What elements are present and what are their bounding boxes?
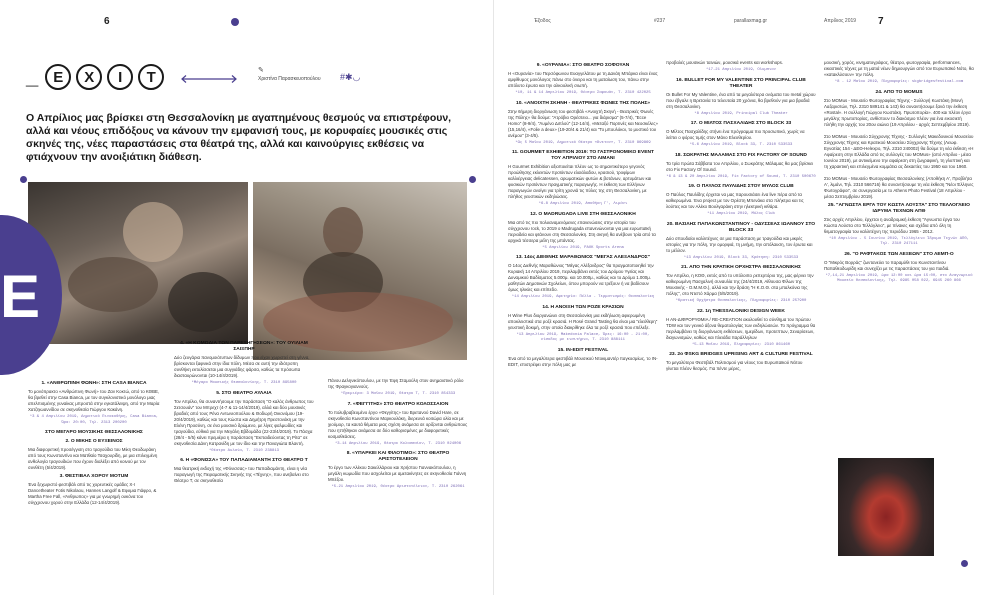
event-body: Μια διαφορετική προσέγγιση στο τραγούδια του Μίκη Θεοδωράκη από τους Κωνσταντίνο και Ματθαίο Τσαχουρίδη, με μια επιλεγμένη ανθολογία τραγουδιών που έχουν διαλέξει από κοινού με τον συνθέτη (5/4/2019). xyxy=(28,447,158,470)
event-title: 18. ΣΩΚΡΑΤΗΣ ΜΑΛΑΜΑΣ ΣΤΟ FIX FACTORY OF SOUND xyxy=(675,152,807,158)
decorative-e-glyph: E xyxy=(0,263,41,330)
event-title: 25. "ΑΓΝΩΣΤΑ ΕΡΓΑ ΤΟΥ ΚΩΣΤΑ ΛΟΥΣΤΑ" ΣΤΟ ΤΕΛΛΟΓΛΕΙΟ ΙΔΡΥΜΑ ΤΕΧΝΩΝ ΑΠΘ xyxy=(828,202,970,214)
event-title: 23. 2ο ΦSKG BRIDGES UPRISING ART & CULTURE FESTIVAL xyxy=(669,352,813,357)
event-body: Στην 6ήμερη διοργάνωση του φεστιβάλ «Ανοιχτή Σκηνή - Θεατρικές Φωνές της Πόλης» θα δούμε: "Ατρόβιο Ορέστειο... για διάρισμα" (5-7/4), "Ecce Homo" (8-9/4), "Λυμένο Διπλού" (12-14/4), «Μεταξύ Πορτινές και Νεοσκέλες» (15,16/4), «Folie a deux» (19-20/4 & 21/4) και "Το μπουλόκοι, το μυστικό του ανέμου" (3-4/5). xyxy=(508,108,658,138)
photo-marker-left xyxy=(20,176,27,183)
event-title: 8. «ΥΠΑΡΚΕΙ ΚΑΙ ΦΙΛΟΤΙΜΟ»: ΣΤΟ ΘΕΑΤΡΟ ΑΡΙΣΤΟΤΕΛΕΙΟΝ xyxy=(346,451,450,462)
pen-icon: ✎ xyxy=(258,67,264,74)
issue-date: Απρίλιος 2019 xyxy=(824,18,857,24)
event-body: Η ΑΝ-ΔΙΦΡΟΡΥΘΜΙΑ / RE-CREATION ακολουθεί το σύνθημα του πρώτου TDW και τον γενικό άξονα θεματολογίας των εκδηλώσεών. Το πρόγραμμα θα περιλαμβάνει τη διοργάνωση εκθέσεων, ημερίδων, προτεπτων, Σεναρίσεων, διαγωνισμών, καθώς και πλειάδα παράλληλων xyxy=(666,316,816,340)
double-arrow-icon xyxy=(180,75,238,83)
event-body: Το μονόπρακτο «Ανθρώπινη Φωνή» του Ζαν Κοκτώ, από το ΚΘΒΕ, θα βρεθεί στην Casa Bianca, με τον συγκλονιστικό μονόλογο μιας απελπισμένης γυναίκας μπροστά στην εγκατάλειψη, από την Μαρία Χατζηιωαννίδου σε σκηνοθεσία Γιώργου Κακάνη. xyxy=(28,389,160,412)
event-meta: *14 Απριλίου 2019, Αφετηρία: Πέλλα - Τερματισμός: Θεσσαλονίκη xyxy=(511,295,655,299)
event-body: Ο Παύλος Παυλίδης έρχεται να μας παρουσιάσει ένα live πέρα από τα καθιερωμένα. Ένα project με τον Ορέστη Μπενάκα στα πλήκτρα και τις λούπες και τον Αλέκο Βουλγαράκη στην ηλεκτρική κιθάρα. xyxy=(666,192,804,209)
event-body: Μια από τις πιο πολυαναμενόμενες επανενώσεις στην ιστορία του σύγχρονου rock, το 2019 ο Madrugada επανενώνονται για μια ευρωπαϊκή περιοδεία και φτάνουν στη Θεσσαλονίκη. Στη σκηνή θα ανέβουν τρία από τα αρχικά τέσσερα μέλη της μπάντας. xyxy=(508,219,656,243)
event-meta: *5-21 Απριλίου 2019, Θέατρο Αριστοτέλειον, Τ. 2310 262061 xyxy=(331,485,465,489)
event-body: Δύο σπουδαίοι καλλιτέχνες σε μια παράσταση με τραγούδια και μικρές ιστορίες για την πόλη, την ομορφιά, τη μνήμη, την απόλαυση, τον έρωτα και το μέλλον. xyxy=(666,235,813,253)
page-end-marker xyxy=(961,560,968,567)
event-body: Τον Απρίλιο, θα συναντήσουμε την παράσταση "Ο καλός άνθρωπος του Σετσουάν" του Μπρεχτ (4-7 & 11-14/4/2019), αλλά και δύο μουσικές βραδιές από τους Ρένα Αντωνιοπούλου & Θοδωρή Οικονόμου (19-20/4/2019), καθώς και τους Κώστα και Δημήτρη Πρεστονάκη με την Ελένη Προσύνη, σε ένα μουσικό δρώμενο, με λίγες φαλμωδίες και τραγούδια, εύθικά για την Μεγάλη Εβδομάδα (22-23/4/2019). Το Πάσχα (28/4 - 5/5) κάνει πρεμιέρα η παράσταση "Εκπαιδεύοντας τη Ρίτα" σε σκηνοθεσία Δάνη Κατρανίδη με τον ίδιο και την Παναγιώτα Βλαντή. xyxy=(174,398,314,446)
event-title: ΣΤΟ ΜΕΓΑΡΟ ΜΟΥΣΙΚΗΣ ΘΕΣΣΑΛΟΝΙΚΗΣ xyxy=(45,430,143,435)
event-meta: *5-6 Απριλίου 2019, Block 33, Τ. 2310 533533 xyxy=(689,143,793,147)
theatre-photo-woman xyxy=(253,182,467,360)
event-body: Οι Bullet For My Valentine, ένα από τα μεγαλύτερα ονόματα του metal χώρου που έβγαλε η Βρετανία τα τελευταία 20 χρόνια, θα βρεθούν για μια βραδιά στη Θεσσαλονίκη. xyxy=(666,91,816,109)
section-label: Έξοδος xyxy=(534,18,551,24)
concert-photo xyxy=(838,458,934,556)
event-body: Το πολυβραβευμένο έργο «Φεγγίτης» του Βρετανού David Hare, σε σκηνοθεσία Κωνσταντίνου Μαρκουλάκη, διερευνά κοιτώρα ολία και με χιούμορ, τα καυτά θέματα μιας σχέση ανάμεσα σε ορίζονται ανθρώπους που ηττήθηκαν ανάμεσα σε δύο καθορισμένες με διαφορετικές κοσμοθεάσεις. xyxy=(328,409,468,439)
event-body: Ο Μίλτος Πασχαλίδης στήνει ένα πρόγραμμα πιο προσωπικό, χωρίς να λείπει ο φόρος τιμής στον Μάνο Ελευθερίου. xyxy=(666,129,805,140)
event-meta: *3-14 Απριλίου 2019, Θέατρο Κολοσσαίον, Τ. 2310 024006 xyxy=(334,441,462,446)
right-column-3 xyxy=(824,60,974,289)
event-body: Το έργο των Αλέκου Σακελλάριου και Χρήστου Γιαννακόπουλου, η μεγάλη κωμωδία που ασχολείται με αμετακίνητες σε σκηνοθεσία Γιάννη Μπέζου. xyxy=(328,465,467,482)
intro-paragraph: Ο Απρίλιος μας βρίσκει στη Θεσσαλονίκη με αγαπημένους θεσμούς να επιστρέφουν, αλλά και νέους επιδόξους να κάνουν την εμφανισή τους, με κορυφαίες μουσικές στις σκηνές της, νέες παραστάσεις στα θέατρά της, αλλά και καινούργιες εκθέσεις να φτιάχνουν την ανοιξιάτικη διάθεση. xyxy=(26,112,452,163)
event-meta: *Θέατρο Αυλαία, Τ. 2310 238813 xyxy=(208,448,280,453)
event-title: 26. "Ο ΡΑΦΤΑΚΟΣ ΤΩΝ ΛΕΞΕΩΝ" ΣΤΟ ΛΕΜΠ-Ο xyxy=(844,251,954,257)
left-column-2 xyxy=(174,338,314,486)
exit-letter-i: I xyxy=(107,64,133,90)
site-url: parallaxmag.gr xyxy=(734,18,768,24)
event-title: 9. «ΟΥΡΑΝΙΑ»: ΣΤΟ ΘΕΑΤΡΟ ΣΟΦΟΥΑΝ xyxy=(536,63,630,68)
exit-letter-x: X xyxy=(76,64,102,90)
event-meta: *5-13 Μαΐου 2019, Πληροφορίες: 2310 861460 xyxy=(691,342,791,347)
event-body: Το μεγαλύτερο Φεστιβάλ Πολιτισμού για νέους του Ευρωπαϊκού Νότου γίνεται πλέον θεσμός. Για πέντε μέρες, xyxy=(666,360,803,371)
event-body: Στις αρχές Απριλίου, έρχεται η αναδρομική έκθεση "Άγνωστα έργα του Κώστα Λούστα στο Τελλόγλειο", με πίνακες και σχέδια από όλη τη θεματογραφία του καλλιτέχνη της περιόδου 1965 - 2012. xyxy=(824,216,960,234)
event-body: Στο MOMus - Μουσείο Φωτογραφίας Τέχνης - Συλλογή Κωστάκη (Μονή Λαζαριστών, Τηλ. 2310 589141 & 143) θα συναντήσουμε ξανά την έκθεση «Rostal». Η συλλογή Γιώργου Κωστάκη. Πρωτοπορία». 400 και πλέον έργα μεγάλης πρωτοπορίας, ανθίστουν το διακόσμιο πλέον για ένα εικοσιετή πλήθη την αρχής του 20ου αιώνα (19 Απριλίου - αρχές Σεπτεμβρίου 2019). Στο MOMus - Μουσείο Σύγχρονης Τέχνης - Συλλογές Μακεδονικού Μουσείου Σύγχρονης Τέχνης και Κρατικού Μουσείου Σύγχρονης Τέχνης (Λεωφ. Εγνατίας 154 - ΔΕΘ-Helexpo, Τηλ. 2310 240002) θα δούμε τη νέα έκθεση «Η Αφαίρεση στην Ελλάδα από τις συλλογές του MOMus» (από Απρίλιο - μέσα Ιουνίου 2019), με αντικείμενο την αφαίρεση στη ζωγραφική, τη γλυπτική και τη χαρακτική και επιλεγμένα κομμάτια ας δεκαετίες του 1950 και του 1960. Στο MOMus - Μουσείο Φωτογραφίας Θεσσαλονίκης (Αποθήκη Α', Προβλήτα Α', λιμάνι, Τηλ. 2310 566716) θα συναντήσουμε τη νέα έκθεση "Νέοι Έλληνες Φωτογράφοι", σε συνεργασία με το Athens Photo Festival (18 Απριλίου - μέσα Σεπτεμβρίου 2019). xyxy=(824,97,974,199)
event-title: 17. Ο ΜΙΛΤΟΣ ΠΑΣΧΑΛΙΔΗΣ ΣΤΟ BLOCK 33 xyxy=(690,121,792,126)
right-page-number: 7 xyxy=(878,16,884,27)
event-body: Τα τρία πρώτα Σάββατα του Απριλίου, ο Σωκράτης Μάλαμας θα μας βρίσκει στο Fix Factory Of Sound. xyxy=(666,160,814,172)
event-title: 20. ΒΑΣΙΛΗΣ ΠΑΠΑΚΩΝΣΤΑΝΤΙΝΟΥ - ΟΔΥΣΣΕΑΣ ΙΩΑΝΝΟΥ ΣΤΟ BLOCK 33 xyxy=(666,221,816,233)
event-title: 24. ΑΠΟ ΤΟ MOMUS xyxy=(875,89,923,95)
event-body: Η Wine Plus διοργανώνει στη Θεσσαλονίκη μια εκδήλωση αφιερωμένη αποκλειστικά στα ροζέ κρασιά. Η Rosé Grand Tasting θα είναι μια "ελεύθερη" γευστική δοκιμή, στην οποία διακρίθηκε όλα τα ροζέ κρασιά που επέλεξε. xyxy=(508,312,658,330)
event-body: Η «Ουρανία» του Περσόφωνου Ευαγγελάτου με τη Δανάη Μπάρκα είναι ένας αμφίθυμος μονόλογος πάνω στο όνειρο και τη ματαίωση του, πάνω στην απόλυτο έρωτα και την αλκοολική σιωπή. xyxy=(508,71,658,88)
event-meta: *8 Απριλίου 2019, Principal Club Theater xyxy=(694,111,788,116)
event-meta: *17-21 Απριλίου 2019, Ολυμπιον xyxy=(705,68,777,72)
right-column-1 xyxy=(508,60,658,370)
event-meta: *5 Απριλίου 2019, PAOK Sports Arena xyxy=(542,245,624,250)
event-title: 22. 1η THESSALONIKI DESIGN WEEK xyxy=(697,308,785,314)
event-meta: *13 Απριλίου 2019, Makedonia Palace, Ώρες: 16:00 - 21:00, είσοδος με εισιτήριο, Τ. 2310 888111 xyxy=(516,332,650,342)
issue-number: #237 xyxy=(654,18,666,24)
event-meta: *8 - 12 Μαΐου 2019, Πληροφορίες: skgbridgesfestival.com xyxy=(834,80,964,84)
exit-letter-t: T xyxy=(138,64,164,90)
event-title: 2. Ο ΜΙΚΗΣ Ο ΕΥΞΕΙΝΟΣ xyxy=(65,439,123,444)
event-title: 7. «ΦΕΓΓΙΤΗΣ» ΣΤΟ ΘΕΑΤΡΟ ΚΟΛΟΣΣΑΙΟΝ xyxy=(347,401,449,407)
exit-title xyxy=(26,64,164,90)
event-body: Δύο ζευγάρια πανομοιότυπων δίδυμων που είχαν χωριστεί στη γέννα, βρίσκονται ξαφνικά στην ίδια πόλη. Μέσα σε αυτή την ιδιότροπη συνθήκη εκτυλίσσεται μια συγγιάδης φάρσα, καθώς τα πρόσωπα διασταυρώνονται (10-14/4/2019). xyxy=(174,355,310,378)
right-column-2 xyxy=(666,60,816,374)
author-byline xyxy=(258,66,321,82)
event-body: προβολές μουσικών ταινιών, μουσικά events και workshops. xyxy=(666,60,783,65)
event-body: Η Gourmet Exhibition αξιοποιείται πλέον ως το σημαντικότερο γεγονός προώθησης εκλεκτών προϊόντων ελαιόλαδου, κρασιού, τροφίμων καλλιέργειας delicatessen, αρωματικών φυτών & βοτάνων, αρτυμάτων και φυσικών προϊόντων πραγματικής παραγωγής. Η έκθεση των Ελλήνων παραγωγών ανοίγει για τρίτη χρονιά τις πύλες της στη Θεσσαλονίκη, με πλήθος γευστικών εκδηλώσεις. xyxy=(508,164,652,199)
event-title: 12. Ο MADRUGADA LIVE ΣΤΗ ΘΕΣΣΑΛΟΝΙΚΗ xyxy=(530,211,636,217)
event-title: 15. IN-EDIT FESTIVAL xyxy=(557,347,609,353)
event-title: 3. ΦΕΣΤΙΒΑΛ ΧΟΡΟΥ MOTUM xyxy=(59,474,129,479)
event-title: 4. «Η ΚΩΜΩΔΙΑ ΤΩΝ ΠΑΡΕΞΗΓΗΣΕΩΝ»: ΤΟΥ ΟΥΙΛΙΑΜ ΣΑΙΞΠΗΡ xyxy=(180,341,308,352)
decorative-glyphs: #✱◡ xyxy=(340,72,361,82)
event-title: 19. Ο ΠΑΥΛΟΣ ΠΑΥΛΙΔΗΣ ΣΤΟΥ ΜΥΛΟΣ CLUB xyxy=(688,184,794,189)
event-meta: *10 Απριλίου - 5 Ιουνίου 2019, Τελλόγλειο Ίδρυμα Τεχνών ΑΠΘ, Τηλ. 2310 247111 xyxy=(828,236,970,246)
event-meta: *Μέγαρο Μουσικής Θεσσαλονίκης, Τ. 2310 895800 xyxy=(191,381,297,385)
event-title: 11. GOURMET EXHIBITION 2019: ΤΟ ΓΑΣΤΡΟΝΟΜΙΚΟ EVENT ΤΟΥ ΑΠΡΙΛΙΟΥ ΣΤΟ ΛΙΜΑΝΙ xyxy=(512,150,654,161)
event-body: Πάνου Δεληνικόπουλου, με την Έφη Σταμούλη στον ανημαιστικό ρόλο της Φραγκογιαννούς. xyxy=(328,378,464,389)
event-title: 14. Η ΑΝΟΙΞΗ ΤΩΝ ΡΟΖΕ ΚΡΑΣΙΩΝ xyxy=(542,304,624,310)
event-title: 13. 14ος ΔΙΕΘΝΗΣ ΜΑΡΑΘΩΝΙΟΣ "ΜΕΓΑΣ ΑΛΕΞΑΝΔΡΟΣ" xyxy=(515,255,651,260)
event-meta: *Κρατική Ορχήστρα Θεσσαλονίκης, Πληροφορίες: 2310 257900 xyxy=(675,299,807,303)
event-title: 1. «ΑΝΘΡΩΠΙΝΗ ΦΩΝΗ»: ΣΤΗ CASA BIANCA xyxy=(41,381,147,386)
event-meta: *Ως 5 Μαΐου 2019, Δημοτικό Θέατρο «Άνετον», Τ. 2310 869869 xyxy=(515,140,651,145)
event-meta: *3 & 4 Απριλίου 2019, Δημοτικό Πινακοθήκη, Casa Bianca, Ώρα: 20:00, Τηλ. 2313 200200 xyxy=(29,415,159,425)
left-header-badge xyxy=(231,18,239,26)
event-meta: *6-8 Απριλίου 2019, Αποθήκη Γ', Λιμάνι xyxy=(538,202,628,206)
event-body: Ένα ξεχωριστό φεστιβάλ από τις χορευτικές ομάδες X-I Dancetheater Fotis Nikolaou, Hannes Langolf & Εφυμια Γιάφρο, & Martha Free Fall, «Άνθρωπος» για με γνωρημή ουκόνα του σύγχρονου χορού στην Ελλάδα (12-14/4/2019). xyxy=(28,482,157,505)
theatre-photo-men xyxy=(28,182,248,344)
event-meta: *11 Απριλίου 2019, Μύλος Club xyxy=(707,212,775,216)
event-meta: *6 & 13 & 20 Απριλίου 2019, Fix Factory of Sound, Τ. 2310 500670 xyxy=(666,174,816,179)
event-body: Ο 14ος Διεθνής Μαραθώνιος "Μέγας Αλέξανδρος" θα πραγματοποιηθεί την Κυριακή 14 Απριλίου 2019, περιλαμβάνει εκτός του Δρόμου Υγείας και Δυναμικού Βαδίσματος 5.000μ. και 10.000μ., καθώς και το Δρόμο 1.000μ. μαθητών Δημοτικών Σχολείων, όπου μπορούν να τρέξουν ή να βαδίσουν όμως ηλικίες και επίπεδο. xyxy=(508,263,654,292)
event-meta: *Πρεμιέρα: 3 Μαΐου 2019, Θέατρο Τ, Τ. 2310 854333 xyxy=(340,392,456,396)
photo-marker-right xyxy=(469,176,476,183)
event-body: Τον Απρίλιο, η ΚΟΘ, εκτός από το υπόλοιπο ρεπερτόριο της, μας φέρνει την καθιερωμένη Πασχαλινή συναυλία της (24/4/2019, Αίθουσα Φίλων της Μουσικής - Ο.Μ.Μ.Θ.), αλλά και την δράση "Η Κ.Ο.Θ. στα μπαλκόνια της πόλης", στο Ντεπό Χάρμα (5/5/2019). xyxy=(666,273,814,296)
event-title: 10. «ΑΝΟΙΧΤΗ ΣΚΗΝΗ - ΘΕΑΤΡΙΚΕΣ ΦΩΝΕΣ ΤΗΣ ΠΟΛΗΣ» xyxy=(515,100,651,106)
left-column-1 xyxy=(28,378,160,508)
event-body: Ο "Μικρός Βορράς" ζωντανεύει το παραμύθι του Κωνσταντίνου Παπαθεοδωρίδη και συνεχίζει με τις παραστάσεις του για παιδιά. xyxy=(824,259,950,271)
event-meta: *10, 11 & 14 Απριλίου 2019, Θέατρο Σοφουάν, Τ. 2310 422025 xyxy=(515,91,651,95)
event-title: 21. ΑΠΟ ΤΗΝ ΚΡΑΤΙΚΗ ΟΡΧΗΣΤΡΑ ΘΕΣΣΑΛΟΝΙΚΗΣ xyxy=(681,265,801,270)
event-title: 16. BULLET FOR MY VALENTINE ΣΤΟ PRINCIPAL CLUB THEATER xyxy=(676,77,806,89)
exit-underscore: _ xyxy=(26,64,39,89)
exit-letter-e: E xyxy=(45,64,71,90)
event-title: 5. ΣΤΟ ΘΕΑΤΡΟ ΑΥΛΑΙΑ xyxy=(216,390,272,396)
event-title: 6. Η «ΦΟΝΙΣΣΑ» ΤΟΥ ΠΑΠΑΔΙΑΜΑΝΤΗ ΣΤΟ ΘΕΑΤΡΟ Τ xyxy=(180,458,308,463)
event-body: Μια θεατρική εκδοχή της «Φόνισσας» του Παπαδιαμάντη, είναι η νέα παραγωγή της Πειραματικής Σκηνής της «Τέχνης», που ανεβαίνει στο Θέατρο Τ, σε σκηνοθεσία xyxy=(174,466,309,483)
left-page-number: 6 xyxy=(104,16,110,27)
event-meta: *7,14,21 Απριλίου 2019, ώρα 12:00 και ώρα 15:00, στο Αναγνωρικό Μουσείο Θεσσαλονίκης, Τηλ. 6985 058 022, 6945 260 866 xyxy=(825,273,973,283)
event-meta: *13 Απριλίου 2019, Block 33, Κράτηση: 2310 533533 xyxy=(683,255,799,260)
author-name: Χριστίνα Παρασκευοπούλου xyxy=(258,76,321,82)
left-column-3 xyxy=(328,378,468,495)
event-body: μουσική, χορός, κινηματογράφος, θέατρο, φωτογραφία, performances, εικαστικές τέχνες με τη ματιά νέων δημιουργών από τον Ευρωπαϊκό Νότο, θα «κατακλύσουν» την πόλη. xyxy=(824,60,974,77)
event-body: Ένα από τα μεγαλύτερα φεστιβάλ Μουσικού Ντοκιμαντέρ παγκοσμίως, το IN-EDIT, επιστρέφει στην πόλη μας με xyxy=(508,355,658,367)
